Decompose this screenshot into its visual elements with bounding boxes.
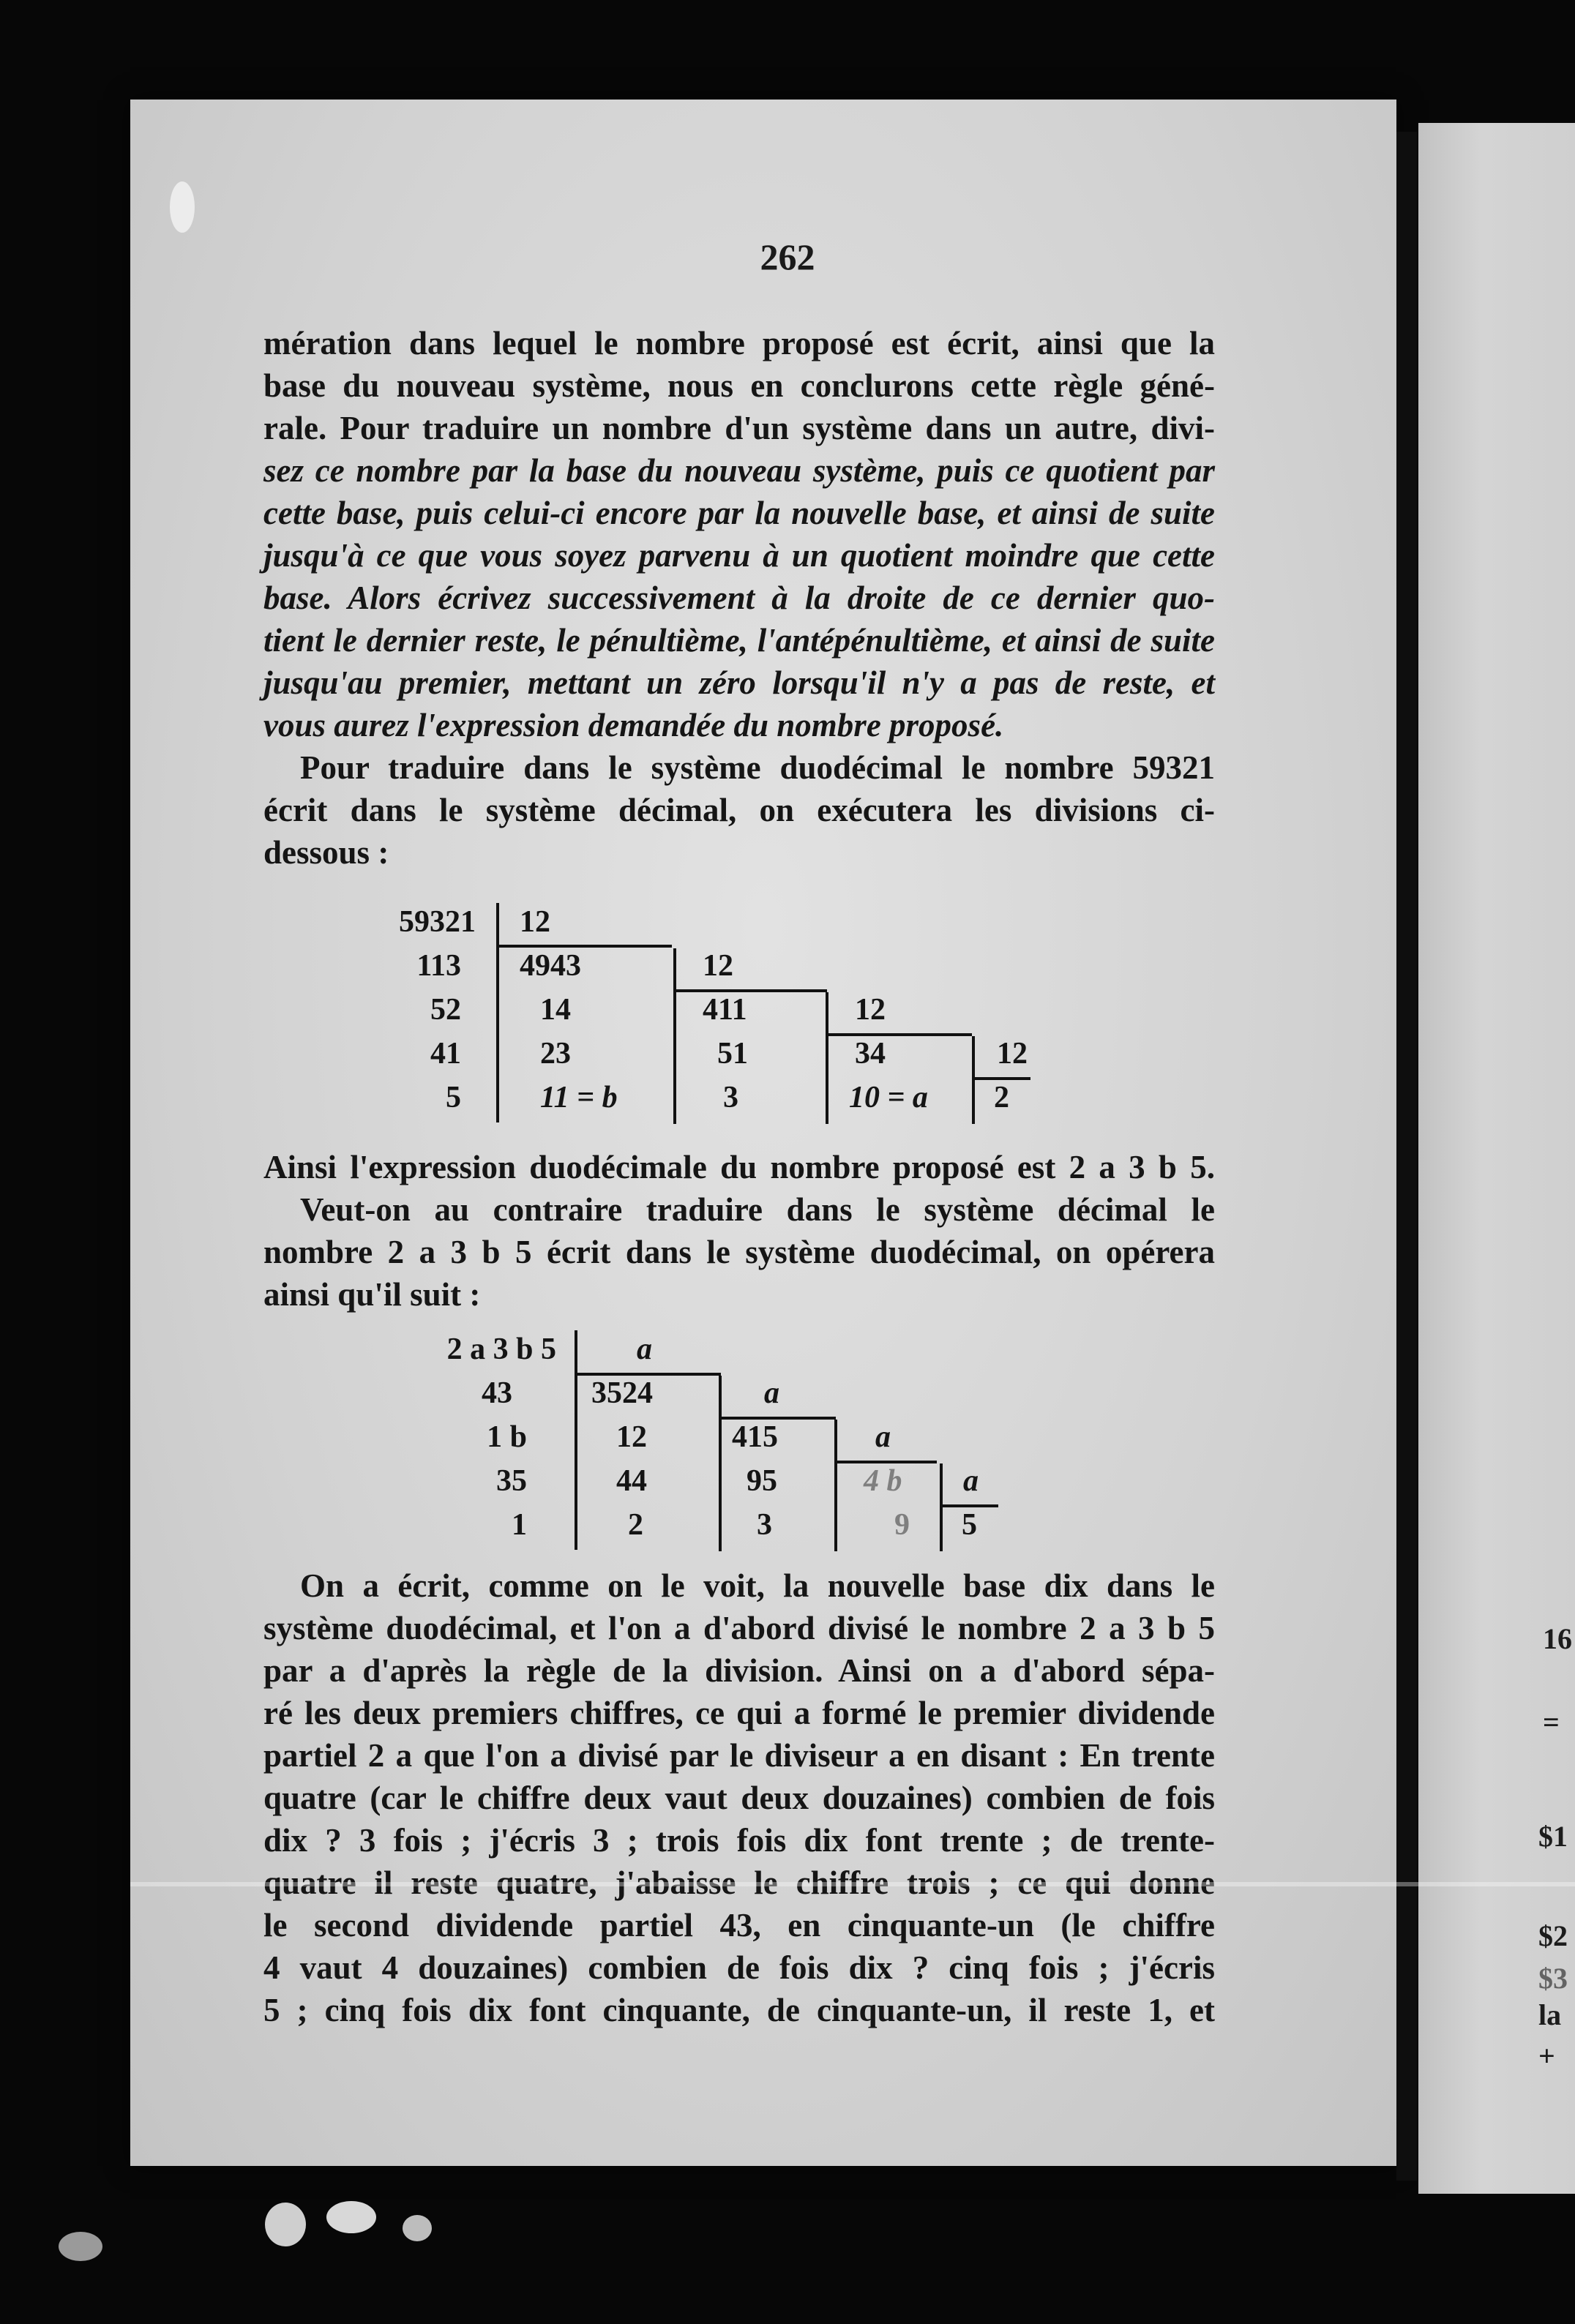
division-table-duodecimal (263, 1316, 1215, 1564)
text-line: dessous : (263, 834, 389, 871)
partial-remainder: 113 (416, 949, 461, 983)
text-line: par a d'après la règle de la division. Ainsi on a d'abord sépa- (263, 1652, 1215, 1689)
scan-speck (170, 181, 195, 233)
divisor: 12 (703, 949, 733, 983)
division-bar (496, 903, 499, 1122)
partial-remainder: 14 (540, 993, 571, 1027)
facing-fragment: la (1538, 1998, 1562, 2031)
text-line: cette base, puis celui-ci encore par la nouvelle base, et ainsi de suite (263, 495, 1215, 531)
facing-fragment: $3 (1538, 1962, 1568, 1995)
partial-remainder: 12 (616, 1420, 647, 1454)
division-bar (834, 1420, 837, 1551)
dividend: 59321 (399, 905, 476, 939)
remainder: 2 (628, 1508, 643, 1542)
text-line: mération dans lequel le nombre proposé est écrit, ainsi que la (263, 325, 1215, 361)
remainder: 10 = a (849, 1081, 928, 1114)
facing-fragment: + (1538, 2039, 1555, 2072)
divisor: 12 (997, 1037, 1028, 1071)
partial-remainder: 43 (482, 1376, 512, 1410)
text-line: sez ce nombre par la base du nouveau système, puis ce quotient par (263, 452, 1215, 489)
text-line: écrit dans le système décimal, on exécutera les divisions ci- (263, 792, 1215, 828)
division-table-decimal (263, 874, 1215, 1146)
text-line: Pour traduire dans le système duodécimal le nombre 59321 (300, 749, 1215, 786)
text-line: tient le dernier reste, le pénultième, l'antépénultième, et ainsi de suite (263, 622, 1215, 659)
quotient: 2 (994, 1081, 1009, 1114)
division-bar (496, 945, 672, 948)
quotient: 415 (732, 1420, 778, 1454)
quotient: 4 b (864, 1464, 902, 1498)
text-line: quatre il reste quatre, j'abaisse le chiffre trois ; ce qui donne (263, 1864, 1215, 1901)
text-line: Veut-on au contraire traduire dans le système décimal le (300, 1191, 1215, 1228)
divisor: a (963, 1464, 979, 1498)
text-line: jusqu'à ce que vous soyez parvenu à un quotient moindre que cette (263, 537, 1215, 574)
page-number: 262 (760, 236, 815, 277)
text-line: Ainsi l'expression duodécimale du nombre proposé est 2 a 3 b 5. (263, 1149, 1215, 1185)
quotient: 4943 (520, 949, 581, 983)
facing-fragment: $1 (1538, 1820, 1568, 1853)
partial-remainder: 23 (540, 1037, 571, 1071)
partial-remainder: 52 (430, 993, 461, 1027)
text-line: nombre 2 a 3 b 5 écrit dans le système duodécimal, on opérera (263, 1234, 1215, 1270)
scan-band (130, 1882, 1575, 1886)
divisor: a (875, 1420, 891, 1454)
remainder: 9 (894, 1508, 910, 1542)
text-line: On a écrit, comme on le voit, la nouvelle base dix dans le (300, 1567, 1215, 1604)
text-line: base. Alors écrivez successivement à la droite de ce dernier quo- (263, 580, 1215, 616)
divisor: 12 (855, 993, 886, 1027)
division-bar (972, 1036, 975, 1124)
facing-fragment: 16 (1543, 1622, 1572, 1655)
remainder: 3 (757, 1508, 772, 1542)
text-line: 4 vaut 4 douzaines) combien de fois dix ? cinq fois ; j'écris (263, 1949, 1215, 1986)
facing-fragment: $2 (1538, 1919, 1568, 1952)
text-line: système duodécimal, et l'on a d'abord divisé le nombre 2 a 3 b 5 (263, 1610, 1215, 1646)
facing-fragment: = (1543, 1706, 1560, 1739)
partial-remainder: 95 (747, 1464, 777, 1498)
divisor: a (637, 1332, 652, 1366)
division-bar (719, 1376, 722, 1551)
quotient: 411 (703, 993, 747, 1027)
division-bar (940, 1463, 943, 1551)
text-line: ré les deux premiers chiffres, ce qui a formé le premier dividende (263, 1695, 1215, 1731)
divisor: a (764, 1376, 779, 1410)
quotient: 5 (962, 1508, 977, 1542)
partial-remainder: 35 (496, 1464, 527, 1498)
remainder: 1 (512, 1508, 527, 1542)
division-bar (826, 992, 828, 1124)
text-line: rale. Pour traduire un nombre d'un système dans un autre, divi- (263, 410, 1215, 446)
text-line: ainsi qu'il suit : (263, 1276, 481, 1313)
text-line: 5 ; cinq fois dix font cinquante, de cinquante-un, il reste 1, et (263, 1992, 1215, 2028)
divisor: 12 (520, 905, 550, 939)
partial-remainder: 1 b (487, 1420, 527, 1454)
scan-speck (59, 2232, 102, 2261)
dividend: 2 a 3 b 5 (446, 1332, 556, 1366)
remainder: 11 = b (540, 1081, 618, 1114)
body-text (263, 322, 1215, 2031)
quotient: 3524 (591, 1376, 653, 1410)
text-line: partiel 2 a que l'on a divisé par le diviseur a en disant : En trente (263, 1737, 1215, 1774)
quotient: 34 (855, 1037, 886, 1071)
scan-smudge (242, 2188, 461, 2261)
text-line: vous aurez l'expression demandée du nombre proposé. (263, 707, 1004, 743)
text-line: jusqu'au premier, mettant un zéro lorsqu'il n'y a pas de reste, et (263, 664, 1215, 701)
division-bar (575, 1330, 577, 1550)
division-bar (826, 1033, 972, 1036)
text-line: le second dividende partiel 43, en cinquante-un (le chiffre (263, 1907, 1215, 1943)
text-line: dix ? 3 fois ; j'écris 3 ; trois fois dix font trente ; de trente- (263, 1822, 1215, 1859)
partial-remainder: 51 (717, 1037, 748, 1071)
division-bar (673, 989, 827, 992)
page-gutter (1396, 132, 1417, 2181)
division-bar (673, 948, 676, 1124)
remainder: 3 (723, 1081, 738, 1114)
partial-remainder: 41 (430, 1037, 461, 1071)
partial-remainder: 44 (616, 1464, 647, 1498)
remainder: 5 (446, 1081, 461, 1114)
text-line: base du nouveau système, nous en conclurons cette règle géné- (263, 367, 1215, 404)
text-line: quatre (car le chiffre deux vaut deux douzaines) combien de fois (263, 1780, 1215, 1816)
